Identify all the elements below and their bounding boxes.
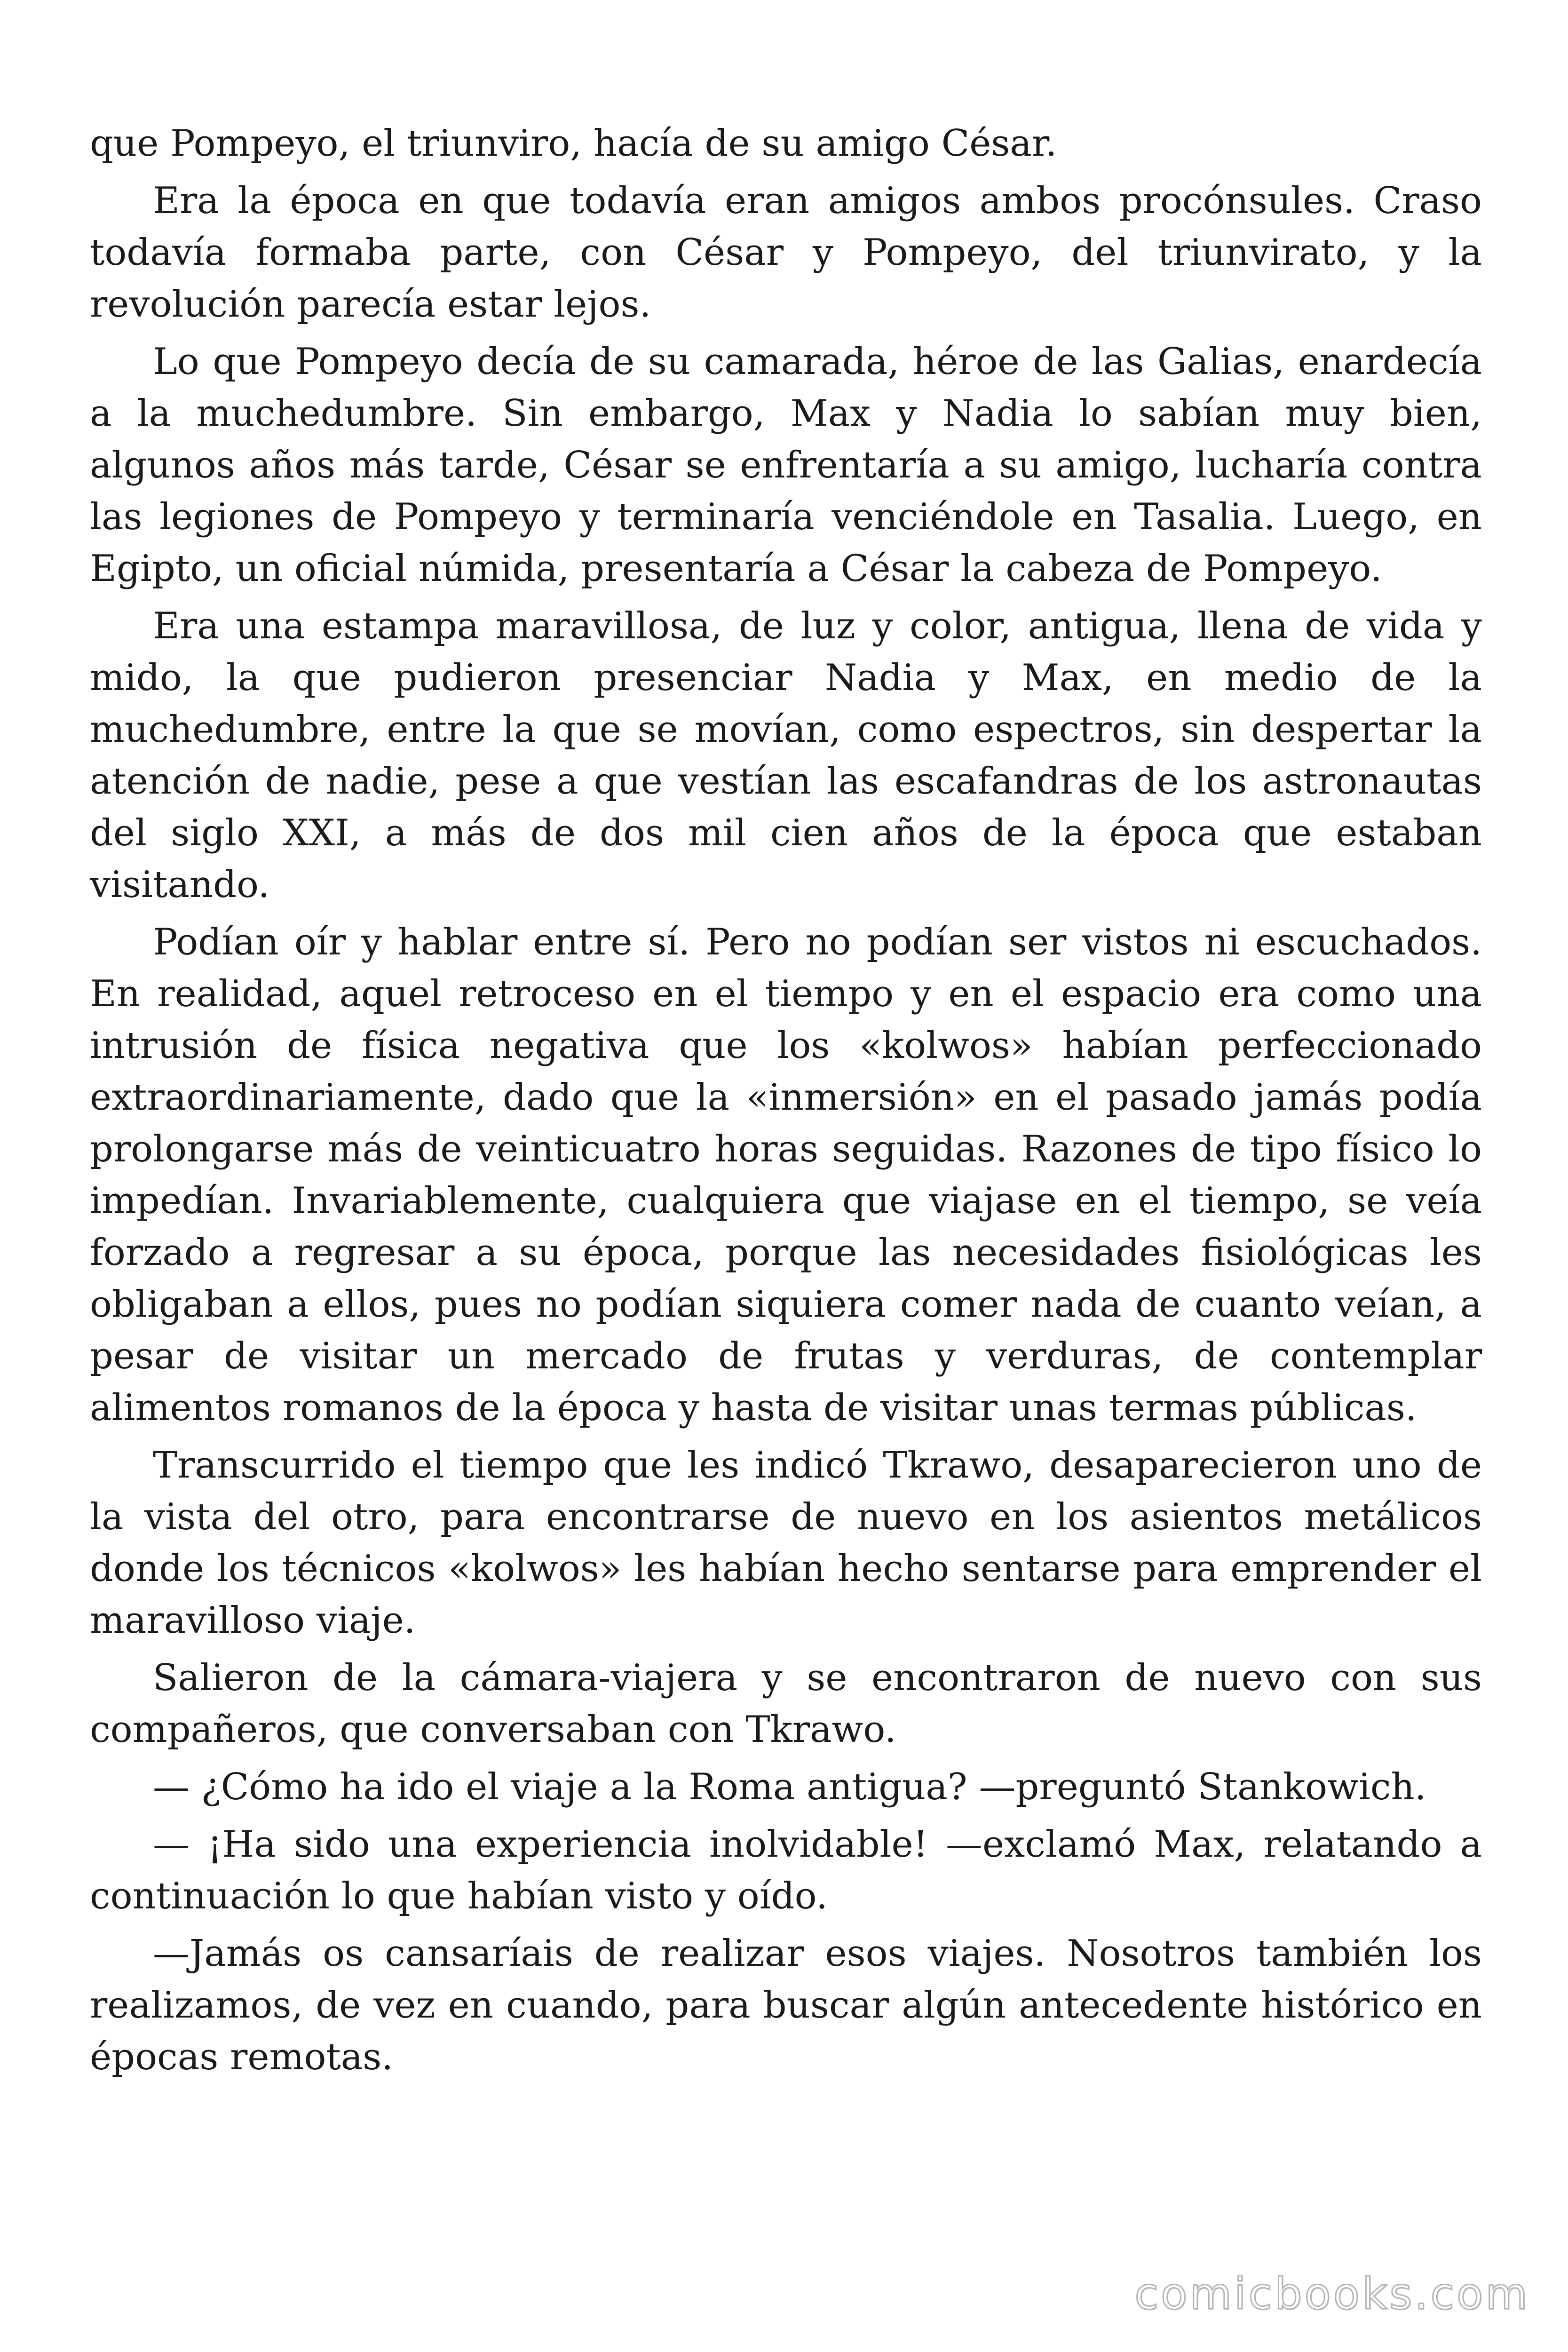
- paragraph: Salieron de la cámara-viajera y se encontraron de nuevo con sus compañeros, que conversaban con Tkrawo.: [90, 1657, 1482, 1751]
- paragraph: que Pompeyo, el triunviro, hacía de su amigo César.: [90, 122, 1057, 165]
- paragraph: — ¡Ha sido una experiencia inolvidable! —exclamó Max, relatando a continuación lo que habían visto y oído.: [90, 1823, 1482, 1917]
- watermark: comicbooks.com: [1134, 2269, 1530, 2319]
- paragraph: — ¿Cómo ha ido el viaje a la Roma antigua? —preguntó Stankowich.: [153, 1766, 1426, 1808]
- paragraph: Transcurrido el tiempo que les indicó Tkrawo, desaparecieron uno de la vista del otro, para encontrarse de nuevo en los asientos metálicos donde los técnicos «kolwos» les habían hecho sentarse para emprender el maravilloso viaje.: [90, 1444, 1482, 1642]
- paragraph: Podían oír y hablar entre sí. Pero no podían ser vistos ni escuchados. En realidad, aquel retroceso en el tiempo y en el espacio era como una intrusión de física negativa que los «kolwos» habían perfeccionado extraordinariamente, dado que la «inmersión» en el pasado jamás podía prolongarse más de veinticuatro horas seguidas. Razones de tipo físico lo impedían. Invariablemente, cualquiera que viajase en el tiempo, se veía forzado a regresar a su época, porque las necesidades fisiológicas les obligaban a ellos, pues no podían siquiera comer nada de cuanto veían, a pesar de visitar un mercado de frutas y verduras, de contemplar alimentos romanos de la época y hasta de visitar unas termas públicas.: [90, 921, 1482, 1429]
- paragraph: Era una estampa maravillosa, de luz y color, antigua, llena de vida y mido, la que pudieron presenciar Nadia y Max, en medio de la muchedumbre, entre la que se movían, como espectros, sin despertar la atención de nadie, pese a que vestían las escafandras de los astronautas del siglo XXI, a más de dos mil cien años de la época que estaban visitando.: [90, 605, 1482, 906]
- paragraph: Lo que Pompeyo decía de su camarada, héroe de las Galias, enardecía a la muchedumbre. Sin embargo, Max y Nadia lo sabían muy bien, algunos años más tarde, César se enfrentaría a su amigo, lucharía contra las legiones de Pompeyo y terminaría venciéndole en Tasalia. Luego, en Egipto, un oficial númida, presentaría a César la cabeza de Pompeyo.: [90, 341, 1482, 590]
- paragraph: Era la época en que todavía eran amigos ambos procónsules. Craso todavía formaba parte, con César y Pompeyo, del triunvirato, y la revolución parecía estar lejos.: [90, 180, 1482, 326]
- paragraph: —Jamás os cansaríais de realizar esos viajes. Nosotros también los realizamos, de vez en cuando, para buscar algún antecedente histórico en épocas remotas.: [90, 1932, 1482, 2078]
- page-text: [90, 118, 1482, 2234]
